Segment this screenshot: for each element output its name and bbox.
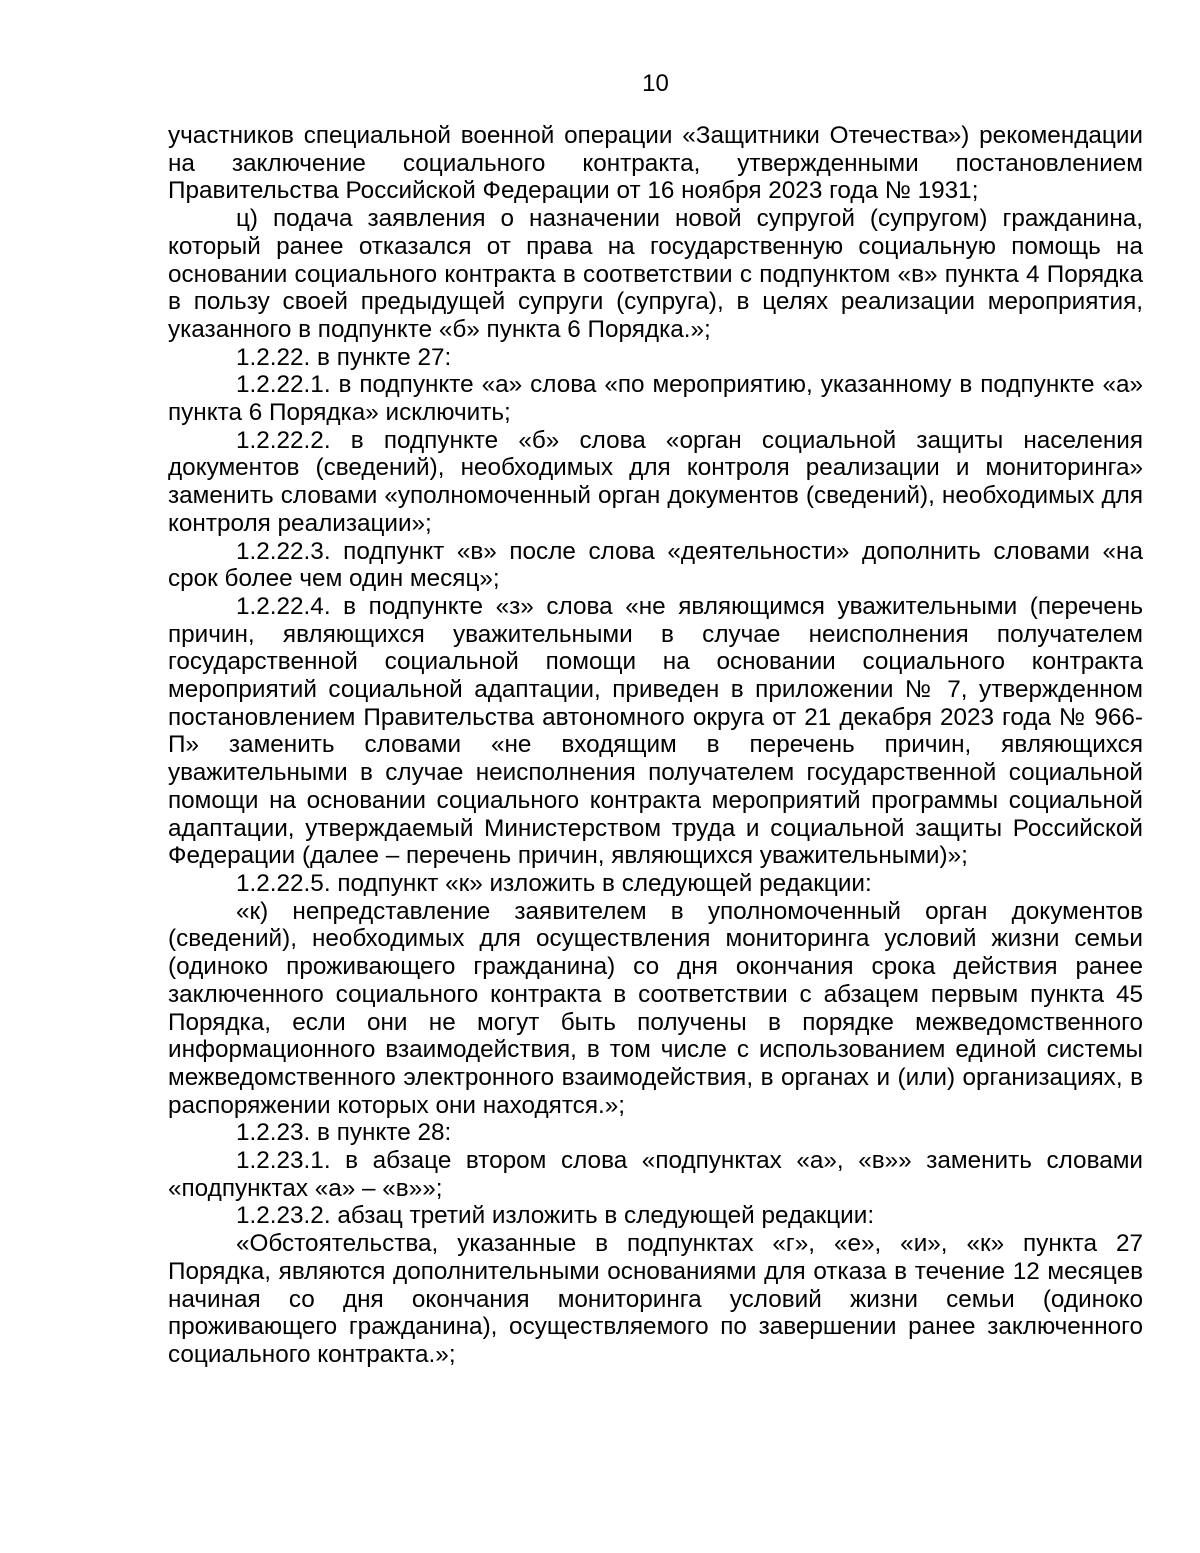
paragraph: участников специальной военной операции «Защитники Отечества») рекомендации на заключение социального контракта, утвержденными постановлением Правительства Российской Федерации от 16 ноября 2023 года № 1931; <box>168 122 1143 205</box>
page-number: 10 <box>642 70 669 97</box>
paragraph: 1.2.22.1. в подпункте «а» слова «по мероприятию, указанному в подпункте «а» пункта 6 Порядка» исключить; <box>168 371 1143 427</box>
paragraph: 1.2.22.3. подпункт «в» после слова «деятельности» дополнить словами «на срок более чем один месяц»; <box>168 537 1143 593</box>
paragraph: 1.2.23.1. в абзаце втором слова «подпунктах «а», «в»» заменить словами «подпунктах «а» – «в»»; <box>168 1147 1143 1202</box>
paragraph: 1.2.22.5. подпункт «к» изложить в следующей редакции: <box>236 869 872 897</box>
paragraph: ц) подача заявления о назначении новой супругой (супругом) гражданина, который ранее отказался от права на государственную социальную помощь на основании социального контракта в соответствии с подпунктом «в» пункта 4 Порядка в пользу своей предыдущей супруги (супруга), в целях реализации мероприятия, указанного в подпункте «б» пункта 6 Порядка.»; <box>168 205 1143 343</box>
paragraph: 1.2.22. в пункте 27: <box>236 343 452 371</box>
paragraph: 1.2.23.2. абзац третий изложить в следующей редакции: <box>236 1202 875 1230</box>
paragraph: «к) непредставление заявителем в уполномоченный орган документов (сведений), необходимых для осуществления мониторинга условий жизни семьи (одиноко проживающего гражданина) со дня окончания срока действия ранее заключенного социального контракта в соответствии с абзацем первым пункта 45 Порядка, если они не могут быть получены в порядке межведомственного информационного взаимодействия, в том числе с использованием единой системы межведомственного электронного взаимодействия, в органах и (или) организациях, в распоряжении которых они находятся.»; <box>168 897 1143 1119</box>
paragraph: 1.2.22.2. в подпункте «б» слова «орган социальной защиты населения документов (сведений), необходимых для контроля реализации и мониторинга» заменить словами «уполномоченный орган документов (сведений), необходимых для контроля реализации»; <box>168 426 1143 537</box>
paragraph: 1.2.22.4. в подпункте «з» слова «не являющимся уважительными (перечень причин, являющихся уважительными в случае неисполнения получателем государственной социальной помощи на основании социального контракта мероприятий социальной адаптации, приведен в приложении № 7, утвержденном постановлением Правительства автономного округа от 21 декабря 2023 года № 966-П» заменить словами «не входящим в перечень причин, являющихся уважительными в случае неисполнения получателем государственной социальной помощи на основании социального контракта мероприятий программы социальной адаптации, утверждаемый Министерством труда и социальной защиты Российской Федерации (далее – перечень причин, являющихся уважительными)»; <box>168 592 1143 870</box>
document-body <box>168 122 1143 1369</box>
paragraph: «Обстоятельства, указанные в подпунктах «г», «е», «и», «к» пункта 27 Порядка, являются дополнительными основаниями для отказа в течение 12 месяцев начиная со дня окончания мониторинга условий жизни семьи (одиноко проживающего гражданина), осуществляемого по завершении ранее заключенного социального контракта.»; <box>168 1230 1143 1368</box>
paragraph: 1.2.23. в пункте 28: <box>236 1119 452 1147</box>
